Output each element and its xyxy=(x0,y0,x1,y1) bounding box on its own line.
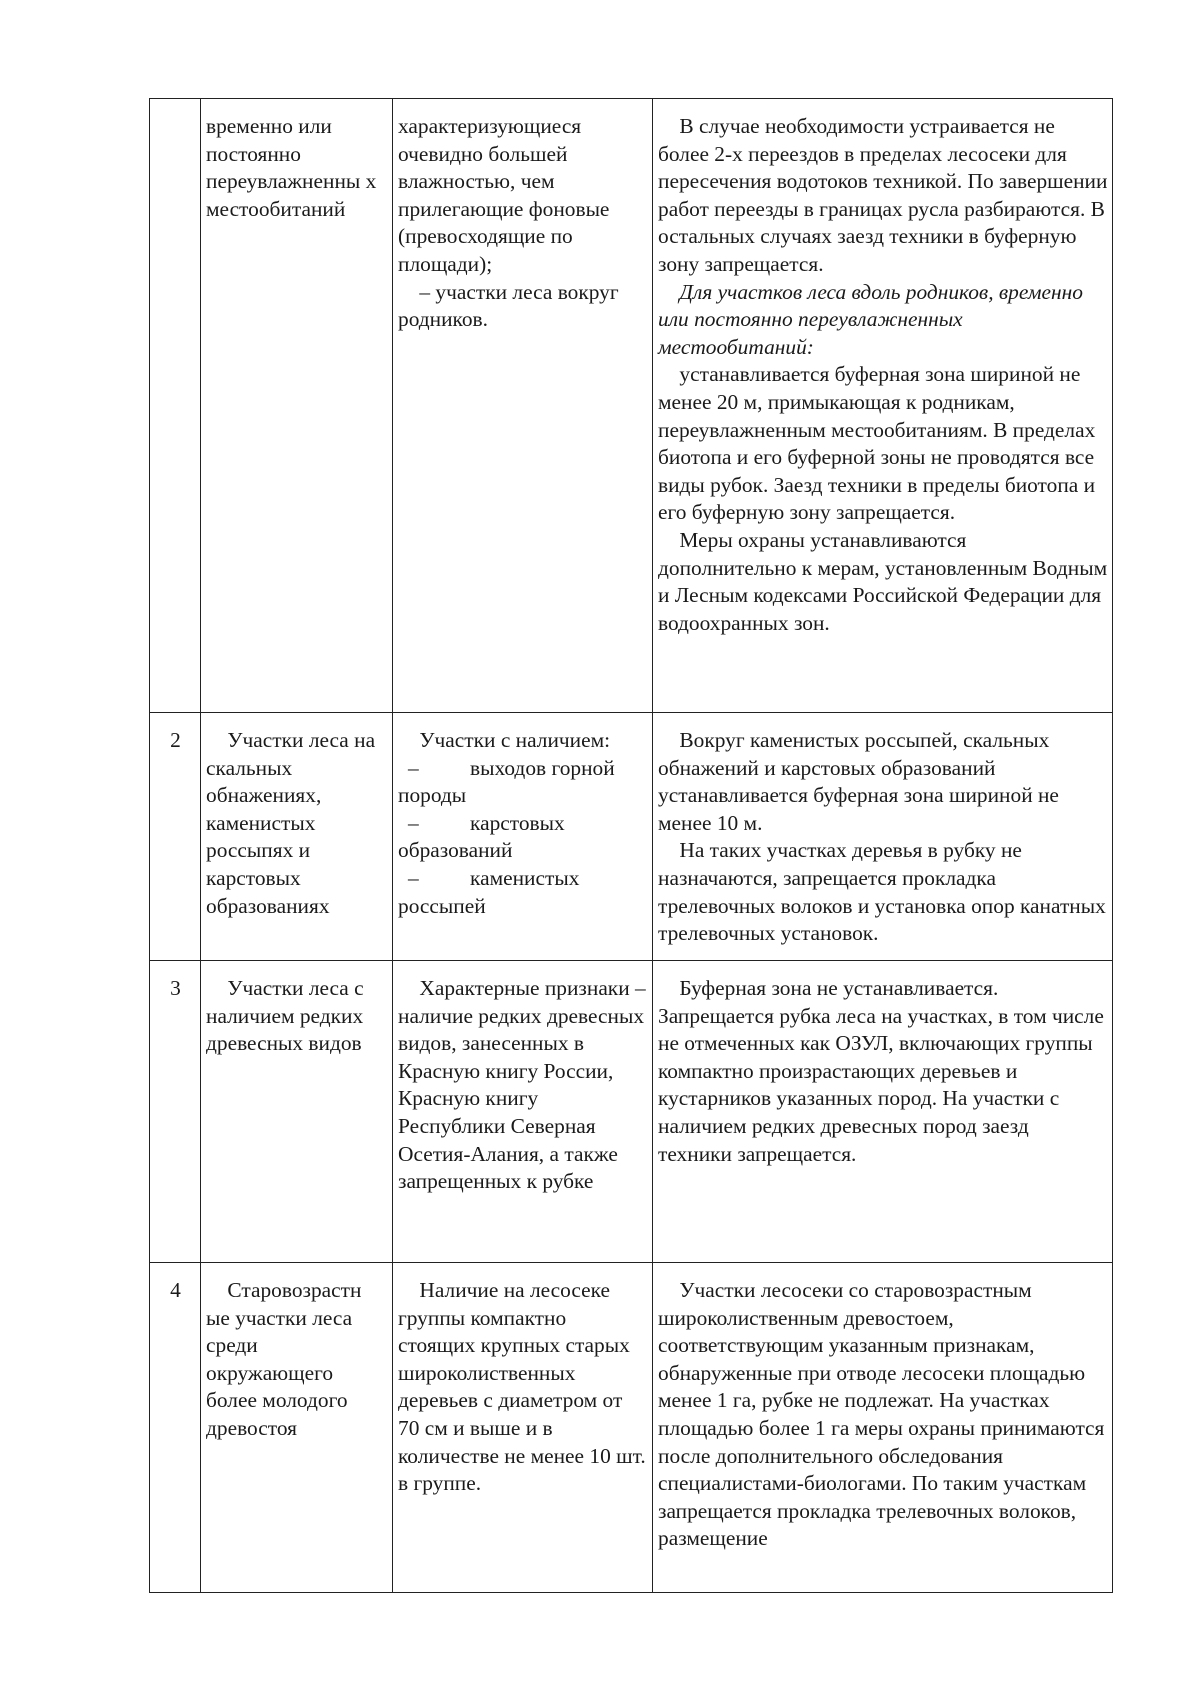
measures-paragraph: Буферная зона не устанавливается. Запрещается рубка леса на участках, в том числе не отмеченных как ОЗУЛ, включающих группы компактно произрастающих деревьев и кустарников указанных пород. На участки с наличием редких древесных пород заезд техники запрещается. xyxy=(658,976,1104,1166)
measures-cell xyxy=(653,1263,1113,1593)
features-list-item xyxy=(398,755,648,783)
features-intro: Участки с наличием: xyxy=(419,728,611,752)
features-item-continuation: образований xyxy=(398,838,513,863)
features-list-item xyxy=(398,810,648,838)
row-number-cell: 4 xyxy=(150,1263,201,1593)
site-type-text: временно или постоянно переувлажненны х местообитаний xyxy=(206,114,377,221)
biotope-protection-table xyxy=(149,98,1113,1593)
row-number-cell: 2 xyxy=(150,713,201,961)
features-item: – участки леса вокруг родников. xyxy=(398,279,619,332)
dash-marker: – xyxy=(408,810,419,835)
measures-paragraph: Меры охраны устанавливаются дополнительно к мерам, установленным Водным и Лесным кодексами Российской Федерации для водоохранных зон. xyxy=(658,527,1108,635)
measures-cell xyxy=(653,961,1113,1263)
row-number-cell xyxy=(150,99,201,713)
features-item-continuation: россыпей xyxy=(398,893,486,918)
features-item-text: выходов горной xyxy=(470,755,615,780)
features-item-continuation: породы xyxy=(398,783,467,808)
measures-paragraph: Вокруг каменистых россыпей, скальных обнажений и карстовых образований устанавливается буферная зона шириной не менее 10 м. xyxy=(658,728,1059,835)
table-row xyxy=(150,99,1113,713)
features-item-text: карстовых xyxy=(470,810,565,835)
site-type-cell xyxy=(201,713,393,961)
site-type-cell xyxy=(201,99,393,713)
features-cell xyxy=(393,1263,653,1593)
features-cell xyxy=(393,99,653,713)
dash-marker: – xyxy=(408,865,419,890)
features-text: Характерные признаки – наличие редких древесных видов, занесенных в Красную книгу России, Красную книгу Республики Северная Осетия-Алания, а также запрещенных к рубке xyxy=(398,976,646,1194)
measures-cell xyxy=(653,99,1113,713)
measures-paragraph: В случае необходимости устраивается не более 2-х переездов в пределах лесосеки для пересечения водотоков техникой. По завершении работ переезды в границах русла разбираются. В остальных случаях заезд техники в буферную зону запрещается. xyxy=(658,114,1108,276)
measures-cell xyxy=(653,713,1113,961)
measures-paragraph: На таких участках деревья в рубку не назначаются, запрещается прокладка трелевочных волоков и установка опор канатных трелевочных установок. xyxy=(658,838,1106,946)
measures-italic-heading: Для участков леса вдоль родников, временно или постоянно переувлажненных местообитаний: xyxy=(658,279,1083,359)
site-type-text: Участки леса на скальных обнажениях, каменистых россыпях и карстовых образованиях xyxy=(206,728,376,918)
site-type-text: Участки леса с наличием редких древесных видов xyxy=(206,976,364,1056)
features-item-text: каменистых xyxy=(470,865,580,890)
row-number-cell: 3 xyxy=(150,961,201,1263)
site-type-text: Старовозрастн ые участки леса среди окружающего более молодого древостоя xyxy=(206,1278,362,1440)
features-cell xyxy=(393,961,653,1263)
site-type-cell xyxy=(201,1263,393,1593)
table-row xyxy=(150,713,1113,961)
table-row xyxy=(150,961,1113,1263)
measures-paragraph: Участки лесосеки со старовозрастным широколиственным древостоем, соответствующим указанным признакам, обнаруженные при отводе лесосеки площадью менее 1 га, рубке не подлежат. На участках площадью более 1 га меры охраны принимаются после дополнительного обследования специалистами-биологами. По таким участкам запрещается прокладка трелевочных волоков, размещение xyxy=(658,1278,1105,1551)
dash-marker: – xyxy=(408,755,419,780)
features-text: Наличие на лесосеке группы компактно стоящих крупных старых широколиственных деревьев с диаметром от 70 см и выше и в количестве не менее 10 шт. в группе. xyxy=(398,1278,646,1496)
table-row xyxy=(150,1263,1113,1593)
features-list-item xyxy=(398,865,648,893)
site-type-cell xyxy=(201,961,393,1263)
features-cell xyxy=(393,713,653,961)
features-text: характеризующиеся очевидно большей влажностью, чем прилегающие фоновые (превосходящие по площади); xyxy=(398,114,610,276)
measures-paragraph: устанавливается буферная зона шириной не менее 20 м, примыкающая к родникам, переувлажненным местообитаниям. В пределах биотопа и его буферной зоны не проводятся все виды рубок. Заезд техники в пределы биотопа и его буферную зону запрещается. xyxy=(658,362,1096,525)
